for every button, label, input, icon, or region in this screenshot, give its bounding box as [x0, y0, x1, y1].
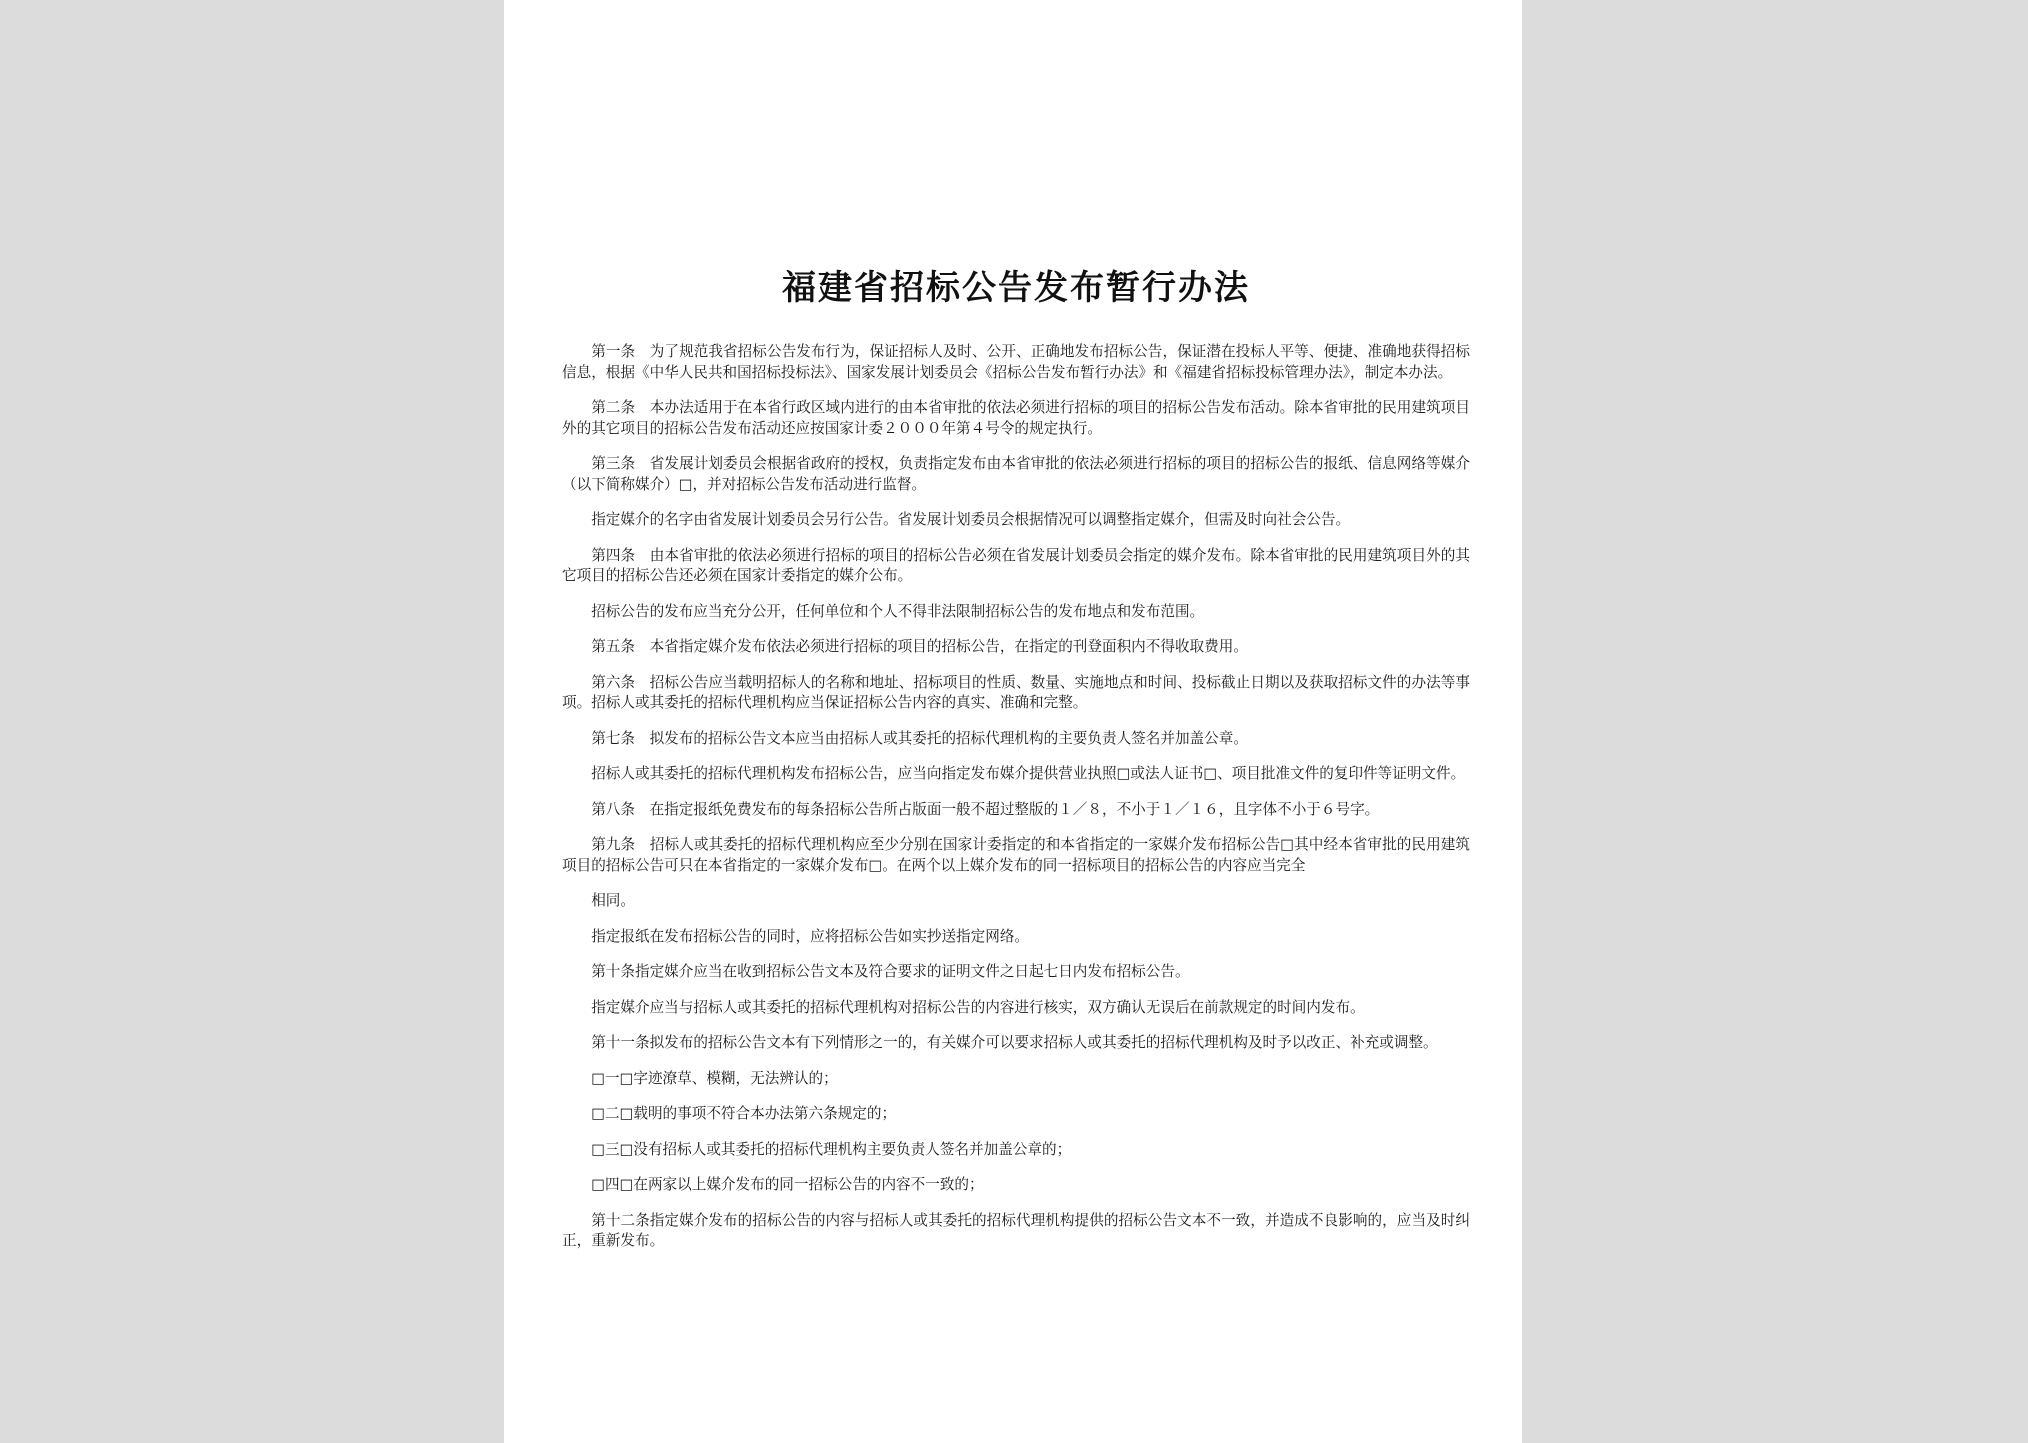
- paragraph-article-9: 第九条 招标人或其委托的招标代理机构应至少分别在国家计委指定的和本省指定的一家媒介发布招标公告□其中经本省审批的民用建筑项目的招标公告可只在本省指定的一家媒介发布□。在两个以上媒介发布的同一招标项目的招标公告的内容应当完全: [562, 836, 1470, 874]
- paragraph-article-3-note: 指定媒介的名字由省发展计划委员会另行公告。省发展计划委员会根据情况可以调整指定媒介，但需及时向社会公告。: [591, 511, 1351, 528]
- paragraph-article-2: 第二条 本办法适用于在本省行政区域内进行的由本省审批的依法必须进行招标的项目的招标公告发布活动。除本省审批的民用建筑项目外的其它项目的招标公告发布活动还应按国家计委２０００年第４号令的规定执行。: [562, 399, 1470, 437]
- paragraph-article-7: 第七条 拟发布的招标公告文本应当由招标人或其委托的招标代理机构的主要负责人签名并加盖公章。: [591, 729, 1248, 747]
- paragraph-article-8: 第八条 在指定报纸免费发布的每条招标公告所占版面一般不超过整版的１／８，不小于１／１６，且字体不小于６号字。: [591, 800, 1380, 818]
- paragraph-article-9-note: 指定报纸在发布招标公告的同时，应将招标公告如实抄送指定网络。: [591, 927, 1030, 945]
- paragraph-article-10: 第十条指定媒介应当在收到招标公告文本及符合要求的证明文件之日起七日内发布招标公告。: [591, 963, 1190, 980]
- paragraph-article-12: 第十二条指定媒介发布的招标公告的内容与招标人或其委托的招标代理机构提供的招标公告文本不一致，并造成不良影响的，应当及时纠正，重新发布。: [562, 1211, 1470, 1249]
- paragraph-article-11: 第十一条拟发布的招标公告文本有下列情形之一的，有关媒介可以要求招标人或其委托的招标代理机构及时予以改正、补充或调整。: [591, 1034, 1438, 1051]
- paragraph-article-7-note: 招标人或其委托的招标代理机构发布招标公告，应当向指定发布媒介提供营业执照□或法人证书□、项目批准文件的复印件等证明文件。: [591, 765, 1466, 782]
- paragraph-article-9-continued: 相同。: [591, 892, 635, 909]
- paragraph-article-10-note: 指定媒介应当与招标人或其委托的招标代理机构对招标公告的内容进行核实，双方确认无误后在前款规定的时间内发布。: [591, 998, 1365, 1016]
- page-content: [562, 266, 1470, 1267]
- paragraph-article-11-item-2: □二□载明的事项不符合本办法第六条规定的；: [591, 1105, 897, 1122]
- document-page: [504, 0, 1522, 1443]
- paragraph-article-11-item-1: □一□字迹潦草、模糊，无法辨认的；: [591, 1069, 838, 1087]
- paragraph-article-11-item-3: □三□没有招标人或其委托的招标代理机构主要负责人签名并加盖公章的；: [591, 1140, 1072, 1158]
- paragraph-article-4: 第四条 由本省审批的依法必须进行招标的项目的招标公告必须在省发展计划委员会指定的媒介发布。除本省审批的民用建筑项目外的其它项目的招标公告还必须在国家计委指定的媒介公布。: [562, 546, 1470, 584]
- paragraph-article-1: 第一条 为了规范我省招标公告发布行为，保证招标人及时、公开、正确地发布招标公告，保证潜在投标人平等、便捷、准确地获得招标信息，根据《中华人民共和国招标投标法》、国家发展计划委员会《招标公告发布暂行办法》和《福建省招标投标管理办法》，制定本办法。: [562, 343, 1470, 381]
- paragraph-article-4-note: 招标公告的发布应当充分公开，任何单位和个人不得非法限制招标公告的发布地点和发布范围。: [591, 602, 1205, 620]
- paragraph-article-6: 第六条 招标公告应当载明招标人的名称和地址、招标项目的性质、数量、实施地点和时间、投标截止日期以及获取招标文件的办法等事项。招标人或其委托的招标代理机构应当保证招标公告内容的真实、准确和完整。: [562, 673, 1470, 711]
- document-title: 福建省招标公告发布暂行办法: [782, 268, 1250, 308]
- paragraph-article-11-item-4: □四□在两家以上媒介发布的同一招标公告的内容不一致的；: [591, 1176, 984, 1193]
- paragraph-article-5: 第五条 本省指定媒介发布依法必须进行招标的项目的招标公告，在指定的刊登面积内不得收取费用。: [591, 638, 1248, 655]
- paragraph-article-3: 第三条 省发展计划委员会根据省政府的授权，负责指定发布由本省审批的依法必须进行招标的项目的招标公告的报纸、信息网络等媒介（以下简称媒介）□，并对招标公告发布活动进行监督。: [562, 455, 1470, 493]
